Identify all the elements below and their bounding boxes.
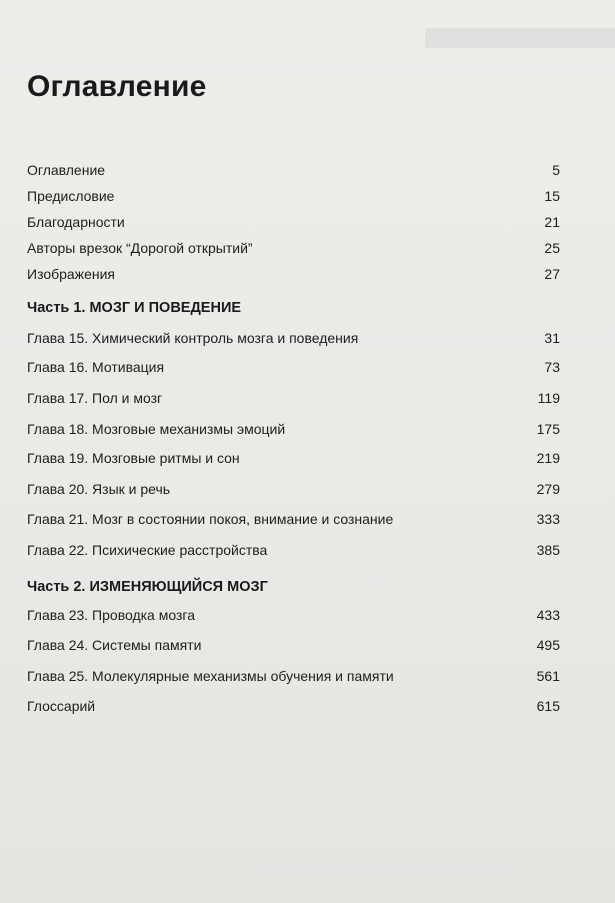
toc-entry xyxy=(27,509,560,529)
toc-entry-label: Глава 25. Молекулярные механизмы обучения и памяти xyxy=(27,668,394,684)
page-title: Оглавление xyxy=(27,70,207,103)
toc-entry-page: 495 xyxy=(536,637,560,653)
toc-entry xyxy=(27,635,560,655)
toc-entry xyxy=(27,479,560,499)
toc-entry-page: 385 xyxy=(536,542,560,558)
toc-entry-page: 615 xyxy=(536,698,560,714)
toc-entry-label: Авторы врезок “Дорогой открытий” xyxy=(27,240,253,256)
toc-entry xyxy=(27,540,560,560)
toc-entry xyxy=(27,357,560,377)
toc-entry-page: 279 xyxy=(536,481,560,497)
toc-entry xyxy=(27,264,560,284)
toc-entry-label: Глава 15. Химический контроль мозга и поведения xyxy=(27,330,359,346)
toc-entry-page: 433 xyxy=(536,607,560,623)
toc-entry-label: Глоссарий xyxy=(27,698,96,714)
toc-entry-page: 5 xyxy=(552,162,560,178)
toc-entry-page: 219 xyxy=(536,450,560,466)
toc-entry-page: 175 xyxy=(536,421,560,437)
toc-entry xyxy=(27,605,560,625)
toc-entry-label: Глава 22. Психические расстройства xyxy=(27,542,268,558)
part-heading: Часть 1. МОЗГ И ПОВЕДЕНИЕ xyxy=(27,300,242,316)
running-header-shadow xyxy=(425,28,615,48)
toc-entry-page: 333 xyxy=(536,511,560,527)
toc-entry-label: Глава 24. Системы памяти xyxy=(27,637,202,653)
toc-entry xyxy=(27,238,560,258)
toc-entry xyxy=(27,419,560,439)
toc-entry-page: 21 xyxy=(544,214,560,230)
toc-entry xyxy=(27,666,560,686)
toc-entry-label: Оглавление xyxy=(27,162,106,178)
toc-entry-label: Изображения xyxy=(27,266,115,282)
toc-entry-page: 73 xyxy=(544,359,560,375)
toc-entry-page: 15 xyxy=(544,188,560,204)
toc-entry-label: Глава 23. Проводка мозга xyxy=(27,607,195,623)
toc-entry-page: 25 xyxy=(544,240,560,256)
toc-entry-label: Глава 18. Мозговые механизмы эмоций xyxy=(27,421,286,437)
toc-entry xyxy=(27,328,560,348)
toc-entry-label: Глава 20. Язык и речь xyxy=(27,481,171,497)
toc-entry-label: Глава 19. Мозговые ритмы и сон xyxy=(27,450,240,466)
toc-entry-label: Предисловие xyxy=(27,188,115,204)
toc-entry-page: 31 xyxy=(544,330,560,346)
toc-entry-label: Благодарности xyxy=(27,214,125,230)
part-heading: Часть 2. ИЗМЕНЯЮЩИЙСЯ МОЗГ xyxy=(27,579,268,595)
toc-entry-label: Глава 16. Мотивация xyxy=(27,359,165,375)
toc-entry xyxy=(27,186,560,206)
toc-entry xyxy=(27,160,560,180)
toc-entry xyxy=(27,388,560,408)
toc-entry xyxy=(27,448,560,468)
toc-entry xyxy=(27,212,560,232)
toc-entry-page: 561 xyxy=(536,668,560,684)
toc-entry-page: 27 xyxy=(544,266,560,282)
toc-entry-glossary xyxy=(27,696,560,716)
toc-entry-label: Глава 21. Мозг в состоянии покоя, внимание и сознание xyxy=(27,511,394,527)
toc-entry-label: Глава 17. Пол и мозг xyxy=(27,390,163,406)
toc-entry-page: 119 xyxy=(537,390,560,406)
